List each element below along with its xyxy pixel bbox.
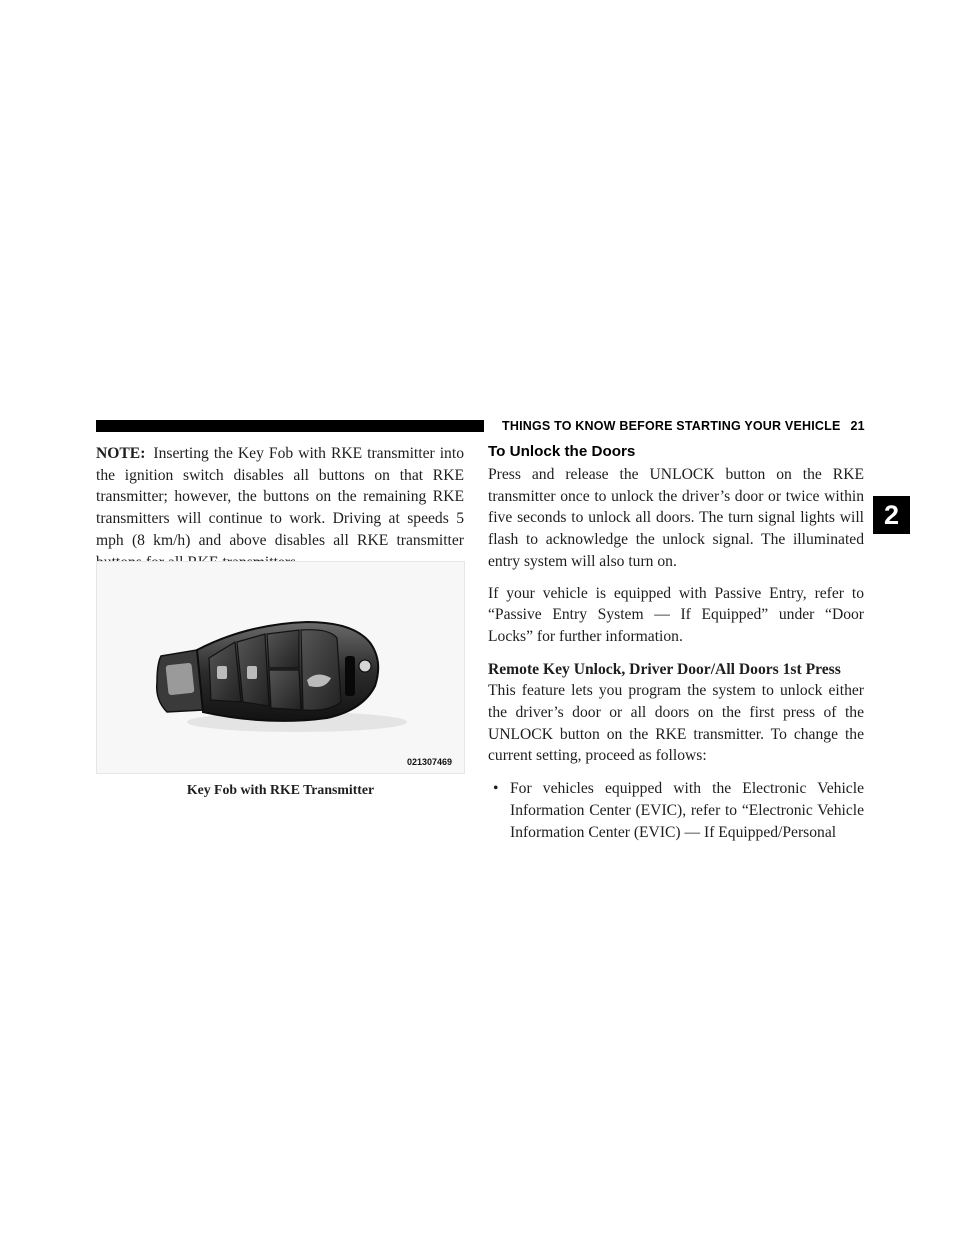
section-heading: To Unlock the Doors <box>488 443 636 460</box>
running-header <box>502 418 864 434</box>
bullet-text: For vehicles equipped with the Electronic Vehicle Information Center (EVIC), refer to “Electronic Vehicle Information Center (EVIC) — If Equipped/Personal <box>510 780 864 841</box>
page-number: 21 <box>850 419 865 433</box>
paragraph-passive-entry: If your vehicle is equipped with Passive Entry, refer to “Passive Entry System — If Equipped” under “Door Locks” for further information. <box>488 584 864 645</box>
upper-button <box>267 630 299 668</box>
subsection-heading: Remote Key Unlock, Driver Door/All Doors 1st Press <box>488 660 841 678</box>
key-fob-illustration <box>97 562 464 773</box>
panic-button <box>269 670 301 710</box>
chapter-tab: 2 <box>873 496 910 534</box>
paragraph-unlock: Press and release the UNLOCK button on the RKE transmitter once to unlock the driver’s door or twice within five seconds to unlock all doors. The turn signal lights will flash to acknowledge the unlock signal. The illuminated entry system will also turn on. <box>488 466 864 570</box>
liftgate-button <box>301 630 341 711</box>
paragraph-feature: This feature lets you program the system to unlock either the driver’s door or all doors on the first press of the UNLOCK button on the RKE transmitter. To change the current setting, proceed as follows: <box>488 682 864 765</box>
figure-id: 021307469 <box>406 757 452 767</box>
key-release-slot <box>345 656 355 696</box>
key-fob-figure <box>96 561 465 774</box>
figure-caption: Key Fob with RKE Transmitter <box>186 782 375 797</box>
bullet-icon: • <box>493 780 499 798</box>
left-column <box>96 443 464 573</box>
right-column <box>488 443 864 843</box>
unlock-icon <box>247 666 257 679</box>
note-label: NOTE: <box>96 445 146 462</box>
lock-icon <box>217 666 227 679</box>
bullet-item <box>488 778 864 843</box>
key-ring-hole <box>359 660 371 672</box>
header-rule <box>96 420 484 432</box>
note-paragraph <box>96 443 464 573</box>
note-text: Inserting the Key Fob with RKE transmitter into the ignition switch disables all buttons on that RKE transmitter; however, the buttons on the remaining RKE transmitters will continue to work. Driving at speeds 5 mph (8 km/h) and above disables all RKE transmitter <box>96 445 464 549</box>
header-section-title: THINGS TO KNOW BEFORE STARTING YOUR VEHICLE <box>502 419 841 433</box>
